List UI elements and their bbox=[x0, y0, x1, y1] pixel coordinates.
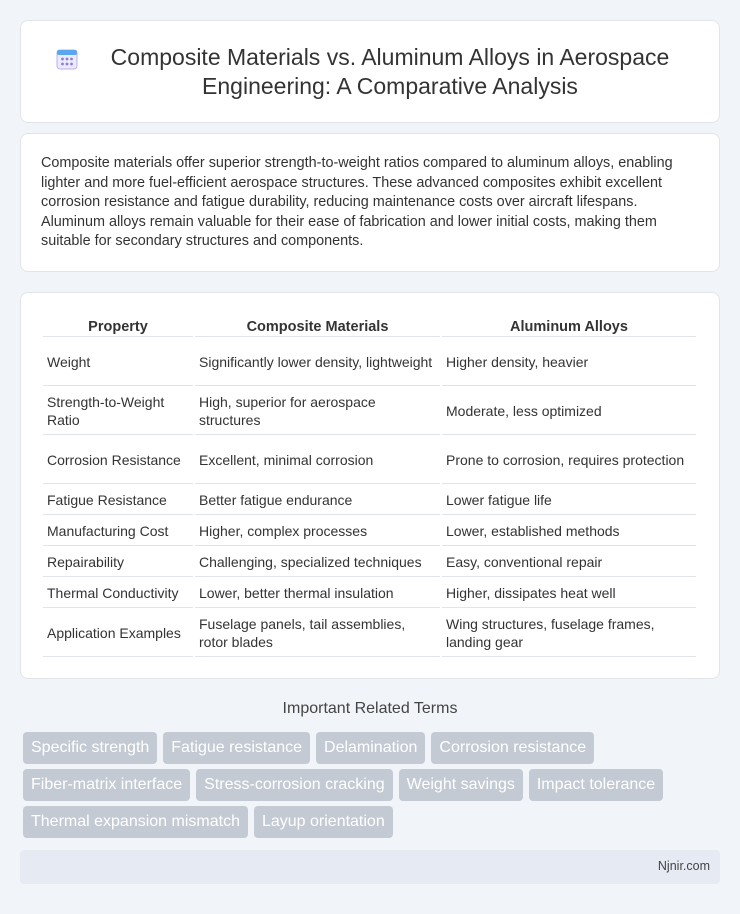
table-cell: Thermal Conductivity bbox=[43, 579, 193, 608]
table-cell: Fatigue Resistance bbox=[43, 486, 193, 515]
table-cell: Corrosion Resistance bbox=[43, 437, 193, 484]
table-cell: Weight bbox=[43, 339, 193, 386]
title-card bbox=[20, 20, 720, 123]
table-cell: Lower, better thermal insulation bbox=[195, 579, 440, 608]
table-cell: Prone to corrosion, requires protection bbox=[442, 437, 696, 484]
footer-site[interactable]: Njnir.com bbox=[657, 859, 710, 873]
table-row bbox=[43, 579, 696, 608]
related-term-tag[interactable]: Stress-corrosion cracking bbox=[196, 769, 393, 801]
comparison-table-card bbox=[20, 292, 720, 679]
related-term-tag[interactable]: Corrosion resistance bbox=[431, 732, 594, 764]
related-term-tag[interactable]: Fatigue resistance bbox=[163, 732, 310, 764]
related-term-tag[interactable]: Specific strength bbox=[23, 732, 157, 764]
table-cell: Repairability bbox=[43, 548, 193, 577]
related-term-tag[interactable]: Layup orientation bbox=[254, 806, 393, 838]
table-cell: Wing structures, fuselage frames, landing gear bbox=[442, 610, 696, 657]
table-row bbox=[43, 548, 696, 577]
related-term-tag[interactable]: Delamination bbox=[316, 732, 425, 764]
related-term-tag[interactable]: Impact tolerance bbox=[529, 769, 663, 801]
table-cell: Strength-to-Weight Ratio bbox=[43, 388, 193, 435]
table-cell: Application Examples bbox=[43, 610, 193, 657]
related-term-tag[interactable]: Thermal expansion mismatch bbox=[23, 806, 248, 838]
related-term-tag[interactable]: Weight savings bbox=[399, 769, 523, 801]
table-cell: Lower fatigue life bbox=[442, 486, 696, 515]
related-terms-heading: Important Related Terms bbox=[282, 700, 458, 717]
table-row bbox=[43, 517, 696, 546]
summary-text: Composite materials offer superior strength-to-weight ratios compared to aluminum alloys, enabling lighter and more fuel-efficient aerospace structures. These advanced composites exhibit excellent corrosion resistance and fatigue durability, reducing maintenance costs over aircraft lifespans. Aluminum alloys remain valuable for their ease of fabrication and lower initial costs, making them suitable for secondary structures and components. bbox=[41, 155, 673, 249]
table-cell: Higher, dissipates heat well bbox=[442, 579, 696, 608]
table-row bbox=[43, 339, 696, 386]
table-row bbox=[43, 388, 696, 435]
table-cell: Higher, complex processes bbox=[195, 517, 440, 546]
page-title: Composite Materials vs. Aluminum Alloys in Aerospace Engineering: A Comparative Analysis bbox=[110, 44, 670, 99]
related-term-tag[interactable]: Fiber-matrix interface bbox=[23, 769, 190, 801]
comparison-table bbox=[41, 315, 698, 659]
table-row bbox=[43, 437, 696, 484]
summary-card bbox=[20, 133, 720, 272]
table-cell: Excellent, minimal corrosion bbox=[195, 437, 440, 484]
table-cell: Manufacturing Cost bbox=[43, 517, 193, 546]
table-cell: Challenging, specialized techniques bbox=[195, 548, 440, 577]
table-cell: Fuselage panels, tail assemblies, rotor blades bbox=[195, 610, 440, 657]
related-terms-list bbox=[23, 732, 723, 843]
table-header: Composite Materials bbox=[195, 317, 440, 337]
footer bbox=[20, 850, 720, 884]
table-cell: Significantly lower density, lightweight bbox=[195, 339, 440, 386]
table-cell: High, superior for aerospace structures bbox=[195, 388, 440, 435]
table-cell: Lower, established methods bbox=[442, 517, 696, 546]
table-header: Aluminum Alloys bbox=[442, 317, 696, 337]
table-cell: Easy, conventional repair bbox=[442, 548, 696, 577]
table-cell: Better fatigue endurance bbox=[195, 486, 440, 515]
table-header: Property bbox=[43, 317, 193, 337]
table-row bbox=[43, 610, 696, 657]
table-row bbox=[43, 486, 696, 515]
table-cell: Moderate, less optimized bbox=[442, 388, 696, 435]
table-cell: Higher density, heavier bbox=[442, 339, 696, 386]
